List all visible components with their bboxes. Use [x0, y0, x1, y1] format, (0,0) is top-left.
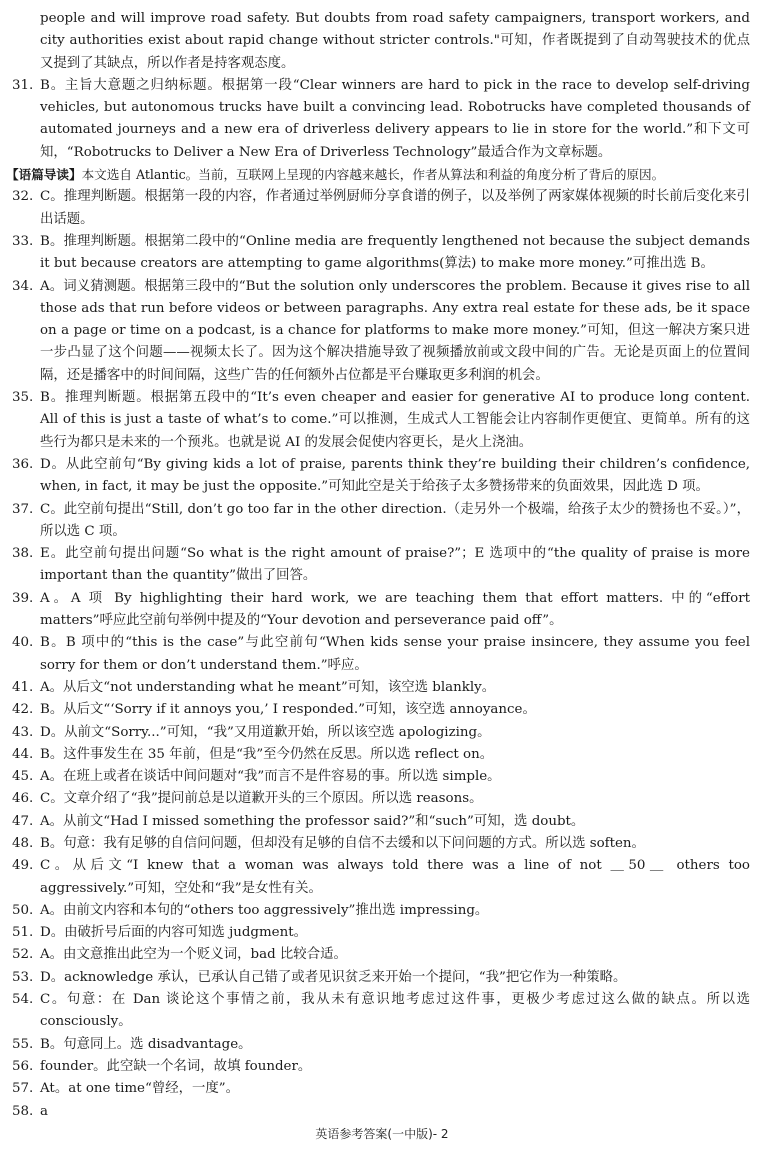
answer-text: D。acknowledge 承认，已承认自己错了或者见识贫乏来开始一个提问，“我”把它作为一种策略。 [40, 969, 627, 985]
answer-item [12, 922, 750, 944]
answer-item [12, 543, 750, 588]
answer-number: 47. [12, 813, 34, 829]
answer-item [12, 722, 750, 744]
answer-item [12, 989, 750, 1034]
answer-item [12, 276, 750, 387]
answer-number: 43. [12, 724, 34, 740]
answer-number: 58. [12, 1103, 34, 1119]
answer-item [12, 387, 750, 454]
answer-list-a [12, 75, 750, 164]
answer-text: A。词义猜测题。根据第三段中的“But the solution only underscores the problem. Because it gives rise to all those ads that run before videos or between paragraphs. Any extra real estate for these ads, be it space on a page or time on a podcast, is a chance for platforms to make more money.”可知，但这一解决方案只进一步凸显了这个问题——视频太长了。因为这个解决措施导致了视频播放前或文段中间的广告。无论是页面上的位置间隔，还是播客中的时间间隔，这些广告的任何额外占位都是平台赚取更多利润的机会。 [40, 278, 750, 383]
answer-text: C。句意：在 Dan 谈论这个事情之前，我从未有意识地考虑过这件事，更极少考虑过这么做的缺点。所以选 consciously。 [40, 992, 750, 1030]
answer-number: 33. [12, 233, 34, 249]
answer-number: 49. [12, 858, 34, 874]
answer-number: 31. [12, 77, 34, 93]
answer-item [12, 699, 750, 721]
answer-text: A。A 项 By highlighting their hard work, we are teaching them that effort matters. 中的“effort matters”呼应此空前句举例中提及的“Your devotion and perseverance paid off”。 [40, 590, 750, 629]
answer-item [12, 499, 750, 544]
answer-text: B。句意同上。选 disadvantage。 [40, 1036, 252, 1052]
answer-number: 46. [12, 791, 34, 807]
answer-text: C。从后文“I knew that a woman was always told there was a line of not ＿50＿ others too aggressively.”可知，空处和“我”是女性有关。 [40, 858, 750, 896]
answer-number: 38. [12, 546, 34, 562]
answer-number: 51. [12, 925, 34, 941]
answer-text: A。从后文“not understanding what he meant”可知，该空选 blankly。 [40, 679, 496, 695]
answer-number: 56. [12, 1058, 34, 1074]
answer-text: B。从后文“‘Sorry if it annoys you,’ I responded.”可知，该空选 annoyance。 [40, 702, 536, 718]
answer-number: 42. [12, 702, 34, 718]
answer-item [12, 833, 750, 855]
answer-text: A。由前文内容和本句的“others too aggressively”推出选 impressing。 [40, 902, 489, 918]
answer-number: 50. [12, 902, 34, 918]
answer-number: 53. [12, 969, 34, 985]
answer-list-b [12, 186, 750, 1122]
page-footer: 英语参考答案(一中版)- 2 [315, 1126, 449, 1141]
answer-item [12, 967, 750, 989]
answer-item [12, 1056, 750, 1078]
answer-item [12, 855, 750, 900]
answer-item [12, 811, 750, 833]
answer-number: 34. [12, 278, 34, 294]
answer-text: B。B 项中的“this is the case”与此空前句“When kids sense your praise insincere, they assume you feel sorry for them or don’t understand them.”呼应。 [40, 635, 750, 673]
answer-text: At。at one time“曾经，一度”。 [40, 1081, 240, 1097]
answer-item [12, 900, 750, 922]
answer-text: C。此空前句提出“Still, don’t go too far in the other direction.（走另外一个极端，给孩子太少的赞扬也不妥。）”，所以选 C 项。 [40, 501, 750, 539]
answer-text: E。此空前句提出问题“So what is the right amount of praise?”；E 选项中的“the quality of praise is more important than the quantity”做出了回答。 [40, 546, 750, 584]
passage-guide-text: 本文选自 Atlantic。当前，互联网上呈现的内容越来越长，作者从算法和利益的角度分析了背后的原因。 [81, 167, 665, 183]
answer-text: B。推理判断题。根据第二段中的“Online media are frequently lengthened not because the subject demands it but because creators are attempting to game algorithms(算法) to make more money.”可推出选 B。 [40, 233, 750, 272]
answer-item [12, 75, 750, 164]
answer-text: D。从前文“Sorry...”可知，“我”又用道歉开始，所以该空选 apologizing。 [40, 724, 491, 740]
answer-item [12, 1101, 750, 1123]
answer-text: B。推理判断题。根据第五段中的“It’s even cheaper and easier for generative AI to produce long content. All of this is just a taste of what’s to come.”可以推测，生成式人工智能会让内容制作更便宜、更简单。所有的这些行为都只是未来的一个预兆。也就是说 AI 的发展会促使内容更长，是火上浇油。 [40, 390, 750, 450]
answer-number: 48. [12, 835, 34, 851]
answer-number: 54. [12, 992, 34, 1008]
answer-text: C。文章介绍了“我”提问前总是以道歉开头的三个原因。所以选 reasons。 [40, 791, 483, 807]
answer-number: 52. [12, 947, 34, 963]
answer-number: 37. [12, 501, 34, 517]
answer-item [12, 588, 750, 633]
answer-item [12, 744, 750, 766]
answer-text: B。主旨大意题之归纳标题。根据第一段“Clear winners are hard to pick in the race to develop self-driving vehicles, but autonomous trucks have built a convincing lead. Robotrucks have completed thousands of automated journeys and a new era of driverless delivery appears to lie in store for the world.”和下文可知，“Robotrucks to Deliver a New Era of Driverless Technology”最适合作为文章标题。 [40, 77, 750, 160]
answer-number: 44. [12, 746, 34, 762]
answer-text: A。由文意推出此空为一个贬义词，bad 比较合适。 [40, 947, 347, 963]
answer-text: D。由破折号后面的内容可知选 judgment。 [40, 925, 308, 941]
answer-item [12, 944, 750, 966]
answer-number: 32. [12, 189, 34, 205]
answer-text: A。从前文“Had I missed something the professor said?”和“such”可知，选 doubt。 [40, 813, 585, 829]
answer-text: D。从此空前句“By giving kids a lot of praise, parents think they’re building their children’s confidence, when, in fact, it may be just the opposite.”可知此空是关于给孩子太多赞扬带来的负面效果，因此选 D 项。 [40, 456, 750, 495]
passage-guide [6, 164, 750, 186]
answer-number: 55. [12, 1036, 34, 1052]
answer-item [12, 632, 750, 677]
answer-item [12, 186, 750, 231]
answer-item [12, 231, 750, 276]
answer-number: 36. [12, 456, 34, 472]
answer-number: 45. [12, 769, 34, 785]
answer-number: 40. [12, 635, 34, 651]
answer-text: A。在班上或者在谈话中间问题对“我”而言不是件容易的事。所以选 simple。 [40, 769, 501, 785]
answer-text: C。推理判断题。根据第一段的内容，作者通过举例厨师分享食谱的例子，以及举例了两家媒体视频的时长前后变化来引出话题。 [40, 189, 750, 227]
answer-item [12, 1078, 750, 1100]
answer-number: 57. [12, 1081, 34, 1097]
answer-item [12, 766, 750, 788]
answer-item [12, 1034, 750, 1056]
answer-number: 35. [12, 390, 34, 406]
intro-paragraph: people and will improve road safety. But doubts from road safety campaigners, transport workers, and city authorities exist about rapid change without stricter controls."可知，作者既提到了自动驾驶技术的优点又提到了其缺点，所以作者是持客观态度。 [40, 11, 750, 71]
answer-item [12, 677, 750, 699]
answer-text: a [40, 1103, 48, 1119]
answer-number: 39. [12, 590, 34, 606]
passage-guide-tag: 【语篇导读】 [6, 167, 82, 183]
answer-text: B。这件事发生在 35 年前，但是“我”至今仍然在反思。所以选 reflect on。 [40, 746, 494, 762]
answer-item [12, 454, 750, 499]
answer-text: founder。此空缺一个名词，故填 founder。 [40, 1058, 312, 1074]
answer-number: 41. [12, 679, 34, 695]
answer-text: B。句意：我有足够的自信问问题，但却没有足够的自信不去缓和以下问问题的方式。所以选 soften。 [40, 835, 645, 851]
answer-item [12, 788, 750, 810]
